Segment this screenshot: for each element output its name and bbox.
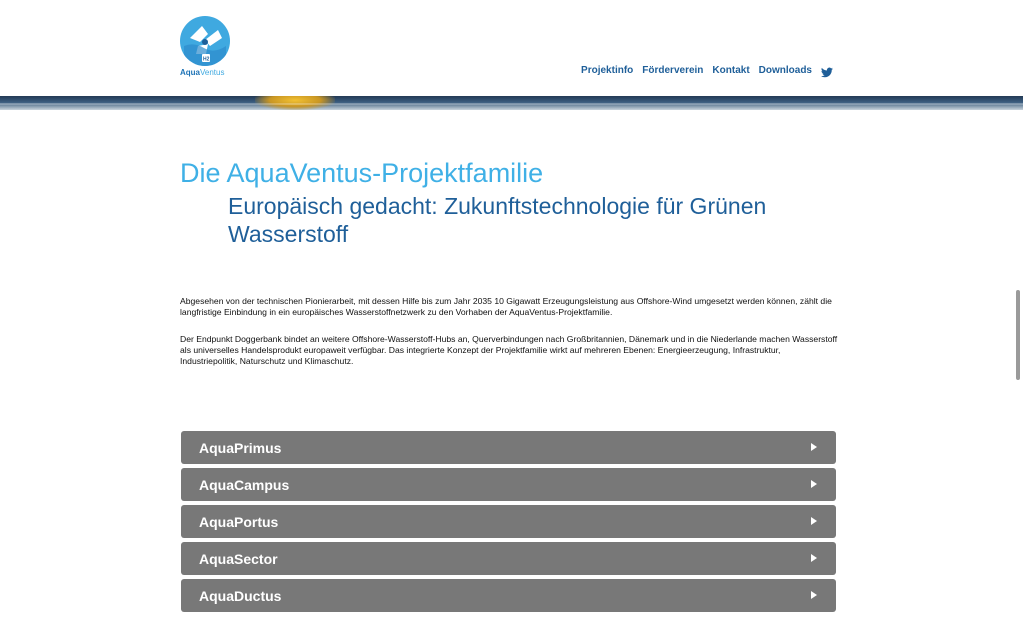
accordion-item-aquasector[interactable]: [181, 542, 836, 575]
accordion-label: AquaCampus: [199, 477, 290, 493]
logo-brand-part1: Aqua: [180, 68, 200, 77]
nav-kontakt[interactable]: Kontakt: [712, 65, 750, 76]
logo-badge: H2: [203, 56, 210, 63]
logo-emblem-icon: [180, 16, 230, 66]
accordion-label: AquaSector: [199, 551, 278, 567]
accordion-item-aquaportus[interactable]: [181, 505, 836, 538]
page-scrollbar[interactable]: [1016, 290, 1020, 380]
page-title: Die AquaVentus-Projektfamilie: [180, 158, 544, 188]
accordion-label: AquaDuctus: [199, 588, 282, 604]
intro-paragraph-2: Der Endpunkt Doggerbank bindet an weitere Offshore-Wasserstoff-Hubs an, Querverbindungen nach Großbritannien, Dänemark und in die Niederlande machen Wasserstoff als universelles Handelsprodukt europaweit verfügbar. Das integrierte Konzept der Projektfamilie wirkt auf mehreren Ebenen: Energieerzeugung, Infrastruktur, Industriepolitik, Naturschutz und Klimaschutz.: [180, 334, 838, 366]
accordion-item-aquacampus[interactable]: [181, 468, 836, 501]
intro-paragraph-1: Abgesehen von der technischen Pionierarbeit, mit dessen Hilfe bis zum Jahr 2035 10 Gigawatt Erzeugungsleistung aus Offshore-Wind umgesetzt werden können, zählt die langfristige Einbindung in ein europäisches Wasserstoffnetzwerk zu den Vorhaben der AquaVentus-Projektfamilie.: [180, 296, 832, 317]
banner-wave: [0, 103, 1023, 105]
project-accordion: [181, 431, 836, 616]
chevron-right-icon: [811, 443, 817, 451]
chevron-right-icon: [811, 591, 817, 599]
page-subtitle: Europäisch gedacht: Zukunftstechnologie für Grünen Wasserstoff: [228, 193, 767, 247]
accordion-label: AquaPortus: [199, 514, 279, 530]
chevron-right-icon: [811, 480, 817, 488]
accordion-item-aquaprimus[interactable]: [181, 431, 836, 464]
chevron-right-icon: [811, 517, 817, 525]
hero-banner-image: [0, 96, 1023, 110]
logo[interactable]: [180, 16, 232, 80]
logo-wordmark: [180, 68, 224, 77]
main-nav: [581, 65, 833, 76]
nav-downloads[interactable]: Downloads: [758, 65, 812, 76]
site-header: [0, 0, 1023, 96]
logo-brand-part2: Ventus: [200, 68, 225, 77]
chevron-right-icon: [811, 554, 817, 562]
twitter-icon[interactable]: [821, 65, 833, 76]
accordion-label: AquaPrimus: [199, 440, 282, 456]
nav-projektinfo[interactable]: Projektinfo: [581, 65, 634, 76]
accordion-item-aquaductus[interactable]: [181, 579, 836, 612]
nav-foerderverein[interactable]: Förderverein: [642, 65, 704, 76]
